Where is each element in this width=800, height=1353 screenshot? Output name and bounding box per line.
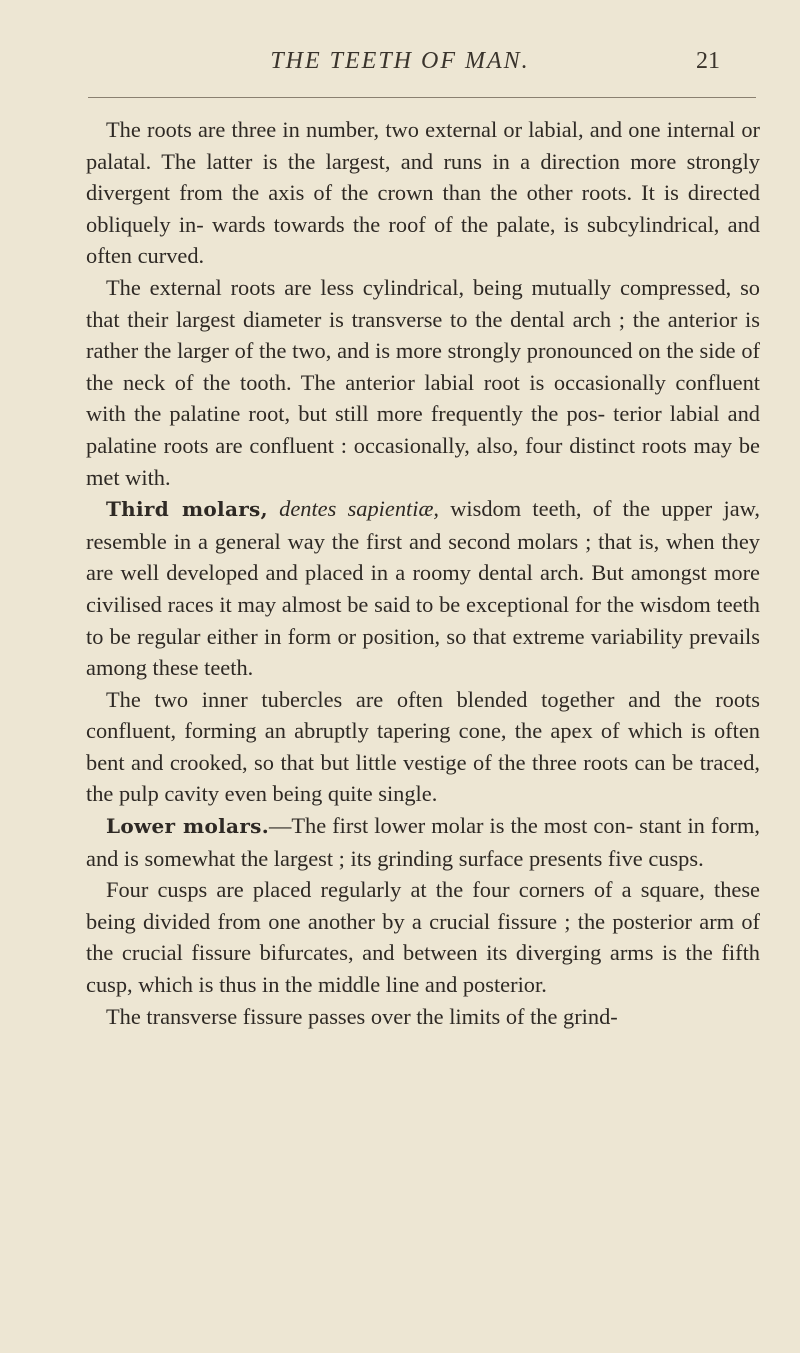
paragraph-inner-tubercles [86, 684, 760, 810]
paragraph-text: The external roots are less cylindrical, being mutually compressed, so that their largest diameter is transverse to the dental arch ; the anterior is rather the larger of the two, and is more strongly pronounced on the side of the neck of the tooth. The anterior labial root is occasionally confluent with the palatine root, but still more frequently the pos- terior labial and palatine roots are confluent : occasionally, also, four distinct roots may be met with. [86, 274, 760, 490]
paragraph-text: —The first lower molar is the most con- stant in form, and is somewhat the largest ; its grinding surface presents five cusps. [86, 813, 761, 871]
paragraph-text: Four cusps are placed regularly at the four corners of a square, these being divided from one another by a crucial fissure ; the posterior arm of the crucial fissure bifurcates, and between its diverging arms is the fifth cusp, which is thus in the middle line and posterior. [86, 877, 760, 998]
running-title: THE TEETH OF MAN. [270, 48, 530, 74]
paragraph-transverse-fissure [86, 1001, 760, 1033]
paragraph-text: The transverse fissure passes over the limits of the grind- [106, 1003, 618, 1029]
paragraph-four-cusps [86, 874, 760, 1000]
paragraph-third-molars [86, 493, 760, 684]
header-rule [88, 97, 756, 98]
body-text [86, 114, 760, 1032]
section-heading-lower-molars: Lower molars. [106, 814, 269, 839]
section-heading-third-molars: Third molars, [106, 497, 268, 522]
paragraph-external-roots [86, 272, 760, 493]
paragraph-text: The two inner tubercles are often blended together and the roots confluent, forming an abruptly tapering cone, the apex of which is often bent and crooked, so that but little vestige of the three roots can be traced, the pulp cavity even being quite single. [86, 686, 760, 807]
latin-term: dentes sapientiæ, [279, 496, 440, 522]
page-number: 21 [696, 48, 720, 74]
paragraph-text: wisdom teeth, of the upper jaw, resemble in a general way the first and second molars ; that is, when they are well developed and placed in a roomy dental arch. But amongst more civilised races it may almost be said to be exceptional for the wisdom teeth to be regular either in form or position, so that extreme variability prevails among these teeth. [86, 496, 760, 681]
paragraph-upper-molar-roots [86, 114, 760, 272]
paragraph-lower-molars [86, 810, 760, 874]
paragraph-text: The roots are three in number, two external or labial, and one internal or palatal. The latter is the largest, and runs in a direction more strongly divergent from the axis of the crown than the other roots. It is directed obliquely in- wards towards the roof of the palate, is subcylindrical, and often curved. [86, 117, 760, 269]
running-head [0, 48, 800, 88]
